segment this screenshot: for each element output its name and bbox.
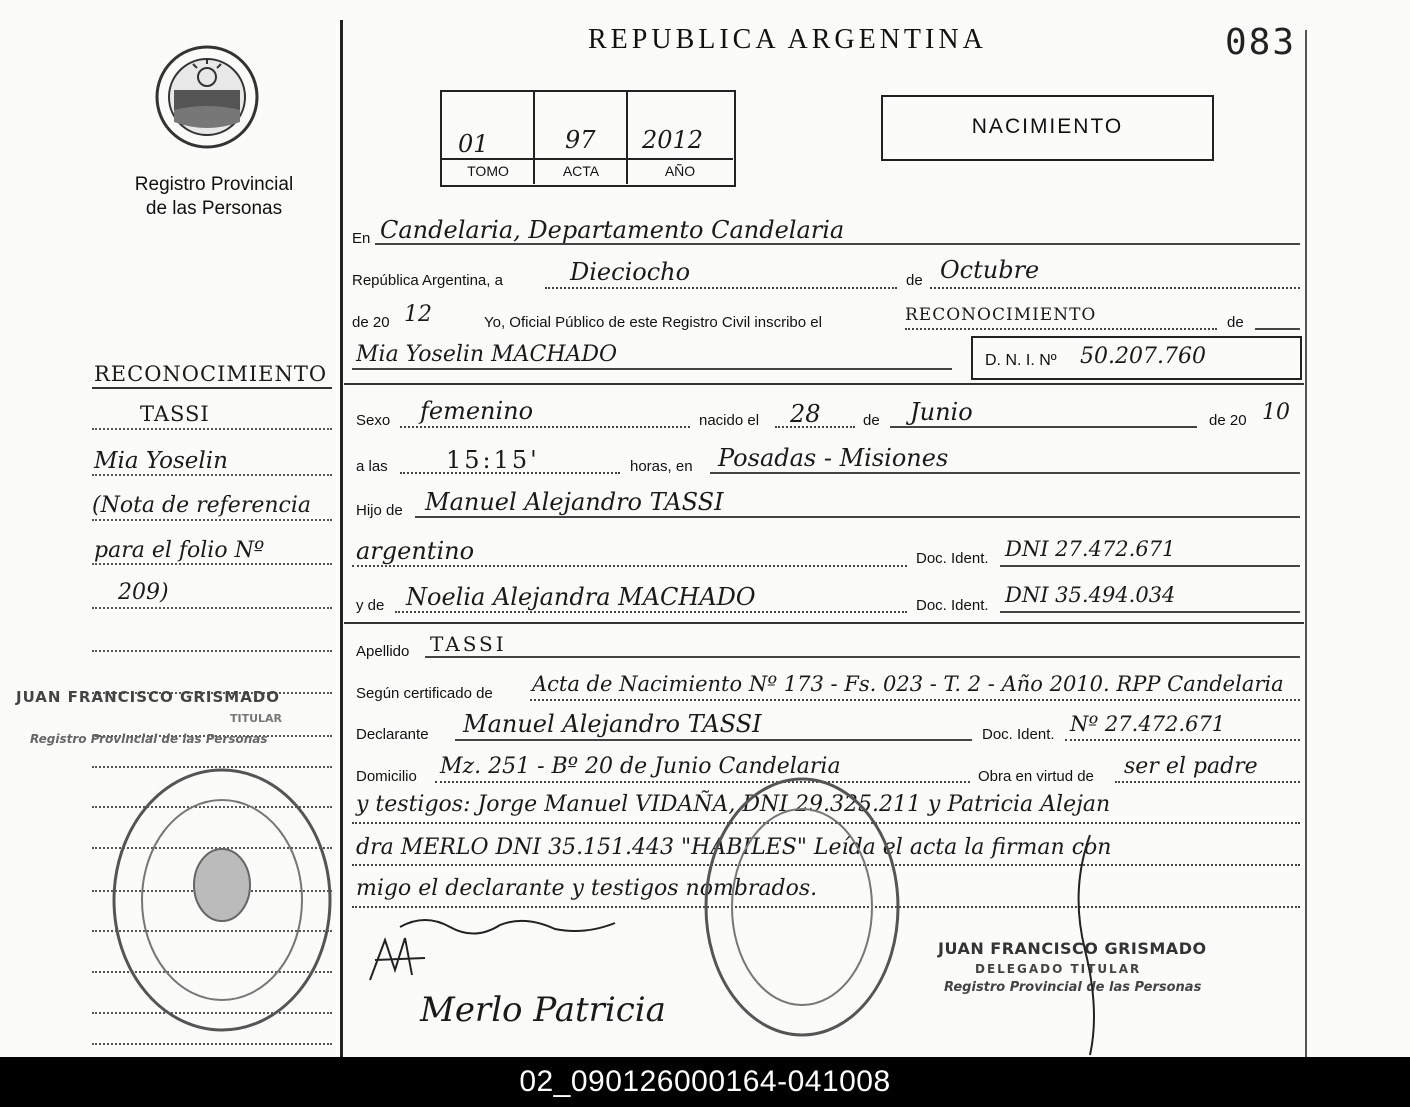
official-signature-icon <box>360 930 440 990</box>
witness-line-1: y testigos: Jorge Manuel VIDAÑA, DNI 29.325.211 y Patricia Alejan <box>356 792 1111 817</box>
apellido-line <box>425 656 1300 658</box>
margin-line <box>92 1043 332 1045</box>
domicilio-value: Mz. 251 - Bº 20 de Junio Candelaria <box>440 754 841 779</box>
sexo-label: Sexo <box>356 412 391 429</box>
alas-label: a las <box>356 458 388 475</box>
mother-doc-line <box>1000 611 1300 613</box>
dni-value: 50.207.760 <box>1080 344 1206 369</box>
year-prefix: de 20 <box>352 314 390 331</box>
doc-label-3: Doc. Ident. <box>982 726 1055 743</box>
box-header-rule <box>441 158 733 160</box>
nationality-line <box>352 565 907 567</box>
document-id-footer: 02_090126000164-041008 <box>0 1057 1410 1107</box>
tomo-value: 01 <box>458 130 489 158</box>
obra-value: ser el padre <box>1124 754 1258 779</box>
birth-place-value: Posadas - Misiones <box>718 444 949 472</box>
margin-title-underline <box>92 387 332 389</box>
birth-month-line <box>890 426 1197 428</box>
right-border <box>1305 30 1307 1057</box>
delegation-round-stamp-icon <box>700 770 905 1045</box>
nacido-label: nacido el <box>699 412 760 429</box>
month-line <box>930 287 1300 289</box>
father-doc-line <box>1000 565 1300 567</box>
left-stamp-name: JUAN FRANCISCO GRISMADO <box>16 688 281 706</box>
yde-label: y de <box>356 597 385 614</box>
day-words-value: Dieciocho <box>570 258 691 286</box>
apellido-value: TASSI <box>430 632 507 656</box>
birth-year-suffix: 10 <box>1262 400 1290 425</box>
margin-line <box>92 607 332 609</box>
margin-line <box>92 650 332 652</box>
registrar-signature-icon <box>1060 830 1120 1057</box>
margin-note-line4: para el folio Nº <box>94 538 265 563</box>
left-stamp-role: TITULAR <box>230 712 283 725</box>
doc-type-label: NACIMIENTO <box>971 115 1124 138</box>
certificate-value: Acta de Nacimiento Nº 173 - Fs. 023 - T. 2 - Año 2010. RPP Candelaria <box>532 672 1284 696</box>
margin-note-line1: TASSI <box>140 402 210 426</box>
sexo-value: femenino <box>420 397 534 425</box>
registry-name-line2: de las Personas <box>145 198 283 219</box>
act-type-line <box>905 328 1217 330</box>
section-rule <box>344 622 1304 624</box>
country-title: REPUBLICA ARGENTINA <box>588 24 987 55</box>
birth-time-line <box>400 472 620 474</box>
de-line-2 <box>1255 328 1300 330</box>
birth-day-value: 28 <box>790 400 821 428</box>
birth-time-value: 15:15' <box>446 446 540 474</box>
year-suffix: 12 <box>404 302 432 327</box>
declarante-line <box>455 739 972 741</box>
margin-line <box>92 474 332 476</box>
dni-label: D. N. I. Nº <box>985 352 1057 369</box>
de-label-2: de <box>1227 314 1244 331</box>
mother-doc-value: DNI 35.494.034 <box>1005 583 1176 607</box>
birth-year-prefix: de 20 <box>1209 412 1247 429</box>
birth-month-value: Junio <box>910 398 973 426</box>
place-line <box>375 243 1300 245</box>
left-stamp-office: Registro Provincial de las Personas <box>30 732 268 746</box>
child-name-line <box>352 368 952 370</box>
father-name-line <box>415 516 1300 518</box>
certificate-line <box>530 699 1300 701</box>
witness-line-3: migo el declarante y testigos nombrados. <box>356 876 818 901</box>
sexo-line <box>400 426 690 428</box>
margin-note-title: RECONOCIMIENTO <box>94 362 328 386</box>
act-type-value: RECONOCIMIENTO <box>905 305 1097 325</box>
mother-name-line <box>395 611 907 613</box>
segun-label: Según certificado de <box>356 685 493 702</box>
declarante-doc-value: Nº 27.472.671 <box>1070 712 1226 736</box>
horas-label: horas, en <box>630 458 693 475</box>
official-stamp-role: DELEGADO TITULAR <box>975 962 1142 976</box>
hijo-label: Hijo de <box>356 502 403 519</box>
declarante-name-value: Manuel Alejandro TASSI <box>463 710 762 738</box>
margin-note-line3: (Nota de referencia <box>92 493 312 518</box>
declarante-label: Declarante <box>356 726 429 743</box>
acta-value: 97 <box>565 126 596 154</box>
obra-line <box>1115 781 1300 783</box>
en-label: En <box>352 230 371 247</box>
margin-line <box>92 428 332 430</box>
birth-place-line <box>710 472 1300 474</box>
child-name-value: Mia Yoselin MACHADO <box>356 342 618 367</box>
margin-note-line2: Mia Yoselin <box>94 448 228 474</box>
obra-label: Obra en virtud de <box>978 768 1094 785</box>
de-label-1: de <box>906 272 923 289</box>
father-name-value: Manuel Alejandro TASSI <box>425 488 724 516</box>
doc-label-1: Doc. Ident. <box>916 550 989 567</box>
registry-name-line1: Registro Provincial <box>134 174 294 195</box>
official-stamp-name: JUAN FRANCISCO GRISMADO <box>938 939 1207 958</box>
declarante-doc-line <box>1065 739 1300 741</box>
domicilio-label: Domicilio <box>356 768 417 785</box>
province-seal-icon <box>152 42 262 152</box>
tomo-label: TOMO <box>467 163 509 179</box>
witness-line-2: dra MERLO DNI 35.151.443 "HABILES" Leída el acta la firman con <box>356 835 1112 860</box>
official-stamp-office: Registro Provincial de las Personas <box>944 980 1202 995</box>
de-label-3: de <box>863 412 880 429</box>
republica-label: República Argentina, a <box>352 272 503 289</box>
page-number: 083 <box>1225 22 1297 63</box>
anio-label: AÑO <box>664 163 696 179</box>
margin-line <box>92 563 332 565</box>
doc-label-2: Doc. Ident. <box>916 597 989 614</box>
father-nationality-value: argentino <box>356 537 475 565</box>
registry-round-stamp-icon <box>105 760 340 1040</box>
month-value: Octubre <box>940 256 1040 284</box>
birth-day-line <box>775 426 855 428</box>
yo-text: Yo, Oficial Público de este Registro Civil inscribo el <box>484 314 822 331</box>
father-doc-value: DNI 27.472.671 <box>1005 537 1176 561</box>
column-divider <box>340 20 343 1057</box>
witness-signature: Merlo Patricia <box>420 990 666 1030</box>
section-rule <box>344 383 1304 385</box>
place-value: Candelaria, Departamento Candelaria <box>380 216 845 244</box>
margin-line <box>92 519 332 521</box>
anio-value: 2012 <box>642 126 704 154</box>
acta-label: ACTA <box>562 163 600 179</box>
apellido-label: Apellido <box>356 643 410 660</box>
margin-note-line5: 209) <box>118 580 169 605</box>
day-line <box>545 287 897 289</box>
mother-name-value: Noelia Alejandra MACHADO <box>406 583 756 611</box>
